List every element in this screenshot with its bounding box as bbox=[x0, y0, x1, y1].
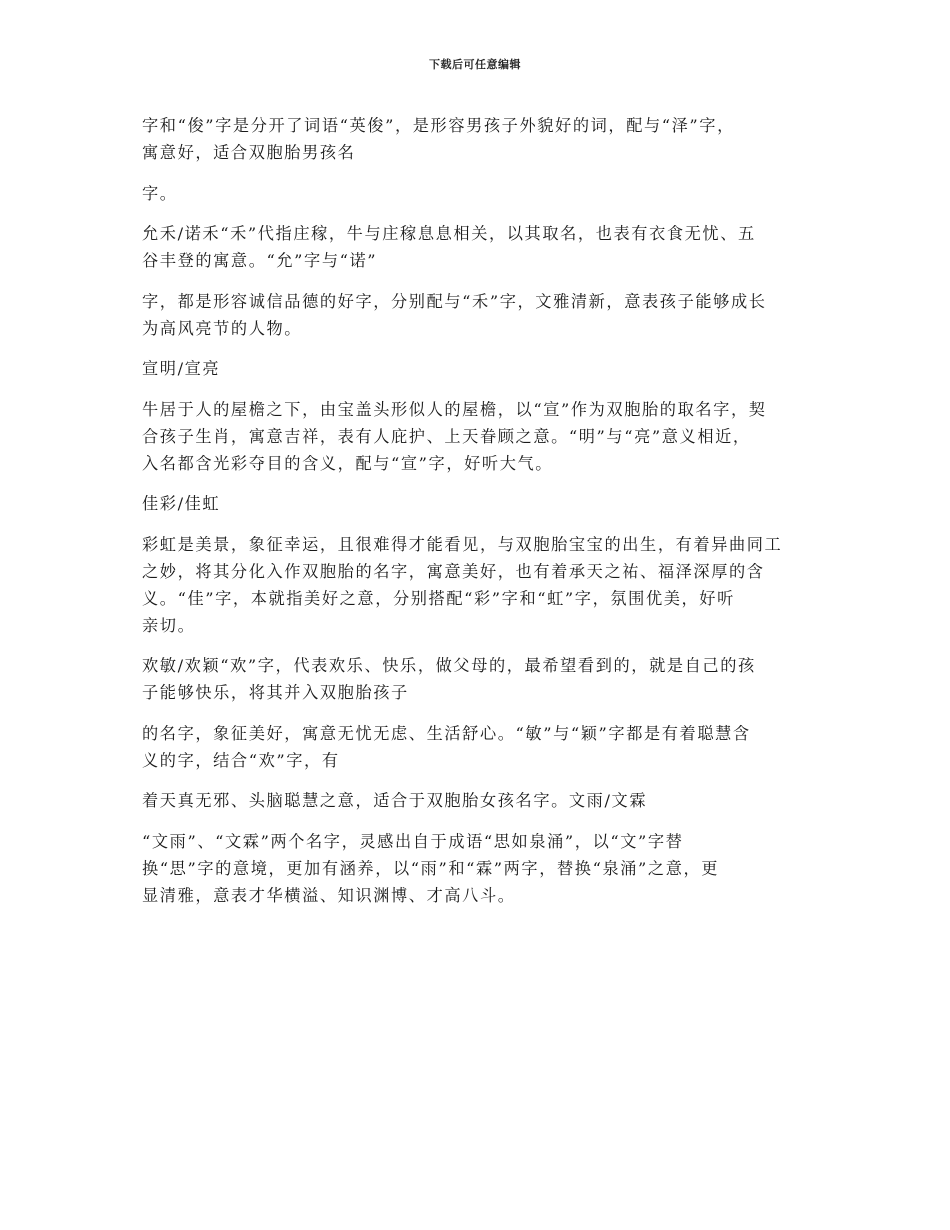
page-header: 下载后可任意编辑 bbox=[429, 58, 521, 71]
text-line: 入名都含光彩夺目的含义，配与“宣”字，好听大气。 bbox=[142, 453, 554, 473]
text-line: 义的字，结合“欢”字，有 bbox=[142, 750, 340, 770]
paragraph bbox=[142, 396, 812, 477]
text-line: 的名字，象征美好，寓意无忧无虑、生活舒心。“敏”与“颖”字都是有着聪慧含 bbox=[142, 723, 751, 743]
text-line: 换“思”字的意境，更加有涵养，以“雨”和“霖”两字，替换“泉涌”之意，更 bbox=[142, 858, 720, 878]
text-line: 允禾/诺禾“禾”代指庄稼，牛与庄稼息息相关，以其取名，也表有衣食无忧、五 bbox=[142, 224, 756, 243]
paragraph bbox=[142, 787, 812, 814]
paragraph bbox=[142, 531, 812, 639]
text-line: 寓意好，适合双胞胎男孩名 bbox=[142, 143, 356, 162]
text-line: 谷丰登的寓意。“允”字与“诺” bbox=[142, 251, 378, 270]
text-line: 之妙，将其分化入作双胞胎的名字，寓意美好，也有着承天之祐、福泽深厚的含 bbox=[142, 561, 765, 581]
text-line: 佳彩/佳虹 bbox=[142, 494, 221, 513]
paragraph bbox=[142, 828, 812, 909]
paragraph bbox=[142, 652, 812, 706]
text-line: “文雨”、“文霖”两个名字，灵感出自于成语“思如泉涌”，以“文”字替 bbox=[142, 831, 684, 851]
text-line: 宣明/宣亮 bbox=[142, 359, 221, 378]
text-line: 欢敏/欢颖“欢”字，代表欢乐、快乐，做父母的，最希望看到的，就是自己的孩 bbox=[142, 656, 756, 675]
text-line: 字。 bbox=[142, 183, 178, 203]
paragraph bbox=[142, 220, 812, 274]
paragraph bbox=[142, 720, 812, 774]
text-line: 字和“俊”字是分开了词语“英俊”，是形容男孩子外貌好的词，配与“泽”字， bbox=[142, 116, 735, 135]
paragraph bbox=[142, 112, 812, 166]
text-line: 字，都是形容诚信品德的好字，分别配与“禾”字，文雅清新，意表孩子能够成长 bbox=[142, 291, 767, 311]
text-line: 为高风亮节的人物。 bbox=[142, 318, 303, 338]
text-line: 合孩子生肖，寓意吉祥，表有人庇护、上天眷顾之意。“明”与“亮”意义相近， bbox=[142, 426, 751, 446]
paragraph bbox=[142, 180, 812, 207]
document-body bbox=[142, 112, 812, 922]
text-line: 义。“佳”字，本就指美好之意，分别搭配“彩”字和“虹”字，氛围优美，好听 bbox=[142, 588, 735, 608]
text-line: 着天真无邪、头脑聪慧之意，适合于双胞胎女孩名字。文雨/文霖 bbox=[142, 791, 648, 810]
paragraph bbox=[142, 355, 812, 382]
paragraph bbox=[142, 490, 812, 517]
text-line: 子能够快乐，将其并入双胞胎孩子 bbox=[142, 683, 409, 702]
paragraph bbox=[142, 288, 812, 342]
text-line: 牛居于人的屋檐之下，由宝盖头形似人的屋檐，以“宣”作为双胞胎的取名字，契 bbox=[142, 399, 767, 419]
text-line: 显清雅，意表才华横溢、知识渊博、才高八斗。 bbox=[142, 885, 516, 905]
text-line: 亲切。 bbox=[142, 615, 196, 635]
text-line: 彩虹是美景，象征幸运，且很难得才能看见，与双胞胎宝宝的出生，有着异曲同工 bbox=[142, 534, 783, 554]
